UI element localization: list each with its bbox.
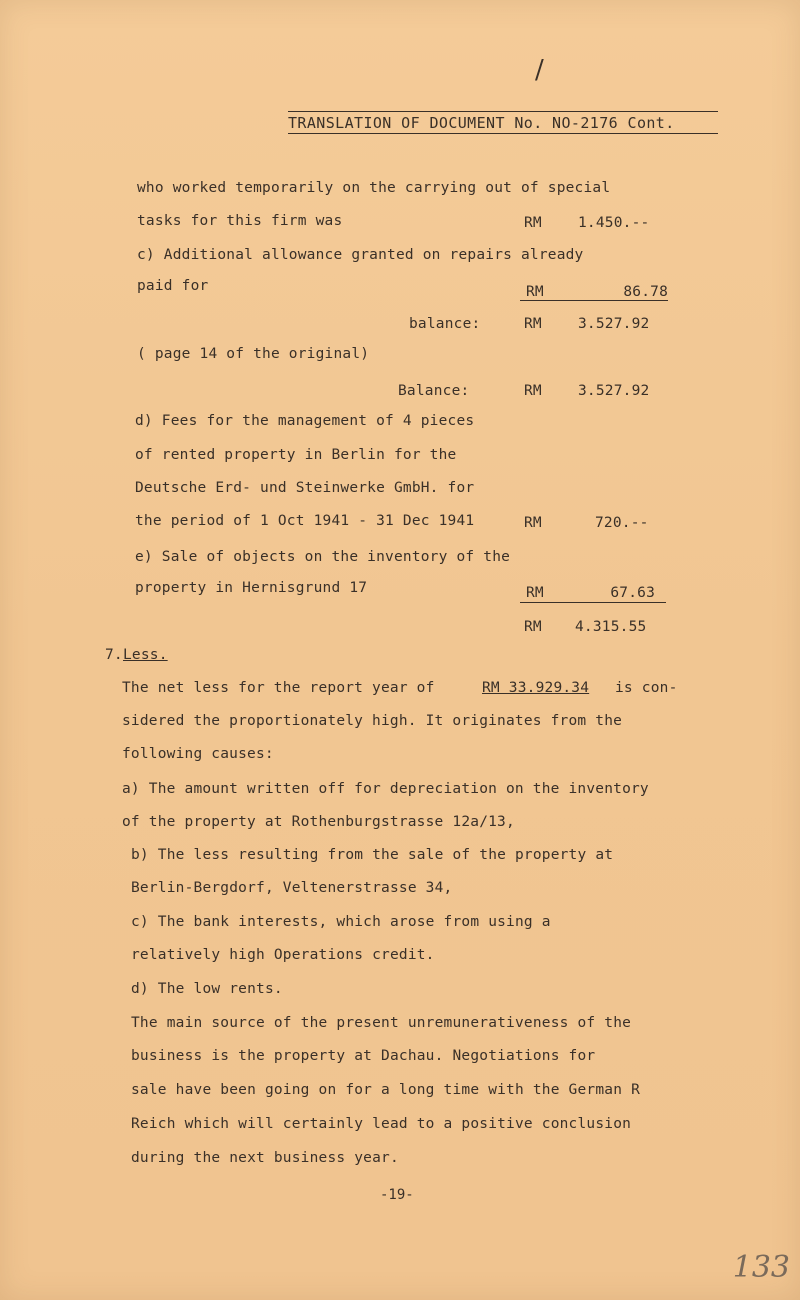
currency-label: RM <box>524 619 542 635</box>
currency-label: RM <box>524 316 542 332</box>
text-line: property in Hernisgrund 17 <box>135 580 368 596</box>
amount: 3.527.92 <box>578 316 650 332</box>
text-line: The net less for the report year of <box>122 680 435 696</box>
text-line: of rented property in Berlin for the <box>135 447 457 463</box>
currency-label: RM <box>524 383 542 399</box>
text-line: Balance: <box>398 383 470 399</box>
list-item-d: d) The low rents. <box>131 981 283 997</box>
section-title: Less. <box>123 647 168 663</box>
text-line: following causes: <box>122 746 274 762</box>
header-overline <box>288 111 718 112</box>
amount: 1.450.-- <box>578 215 650 231</box>
document-header: TRANSLATION OF DOCUMENT No. NO-2176 Cont. <box>288 114 718 134</box>
text-line: e) Sale of objects on the inventory of the <box>135 549 511 565</box>
top-mark: / <box>535 55 544 85</box>
list-item-a-cont: of the property at Rothenburgstrasse 12a/13, <box>122 814 515 830</box>
text-line: sidered the proportionately high. It originates from the <box>122 713 623 729</box>
text-line: who worked temporarily on the carrying out of special <box>137 180 611 196</box>
amount-underlined: RM 33.929.34 <box>482 680 590 696</box>
amount: 86.78 <box>623 284 668 300</box>
amount: 4.315.55 <box>575 619 647 635</box>
text-line: Deutsche Erd- und Steinwerke GmbH. for <box>135 480 475 496</box>
list-item-b: b) The less resulting from the sale of the property at <box>131 847 614 863</box>
page-number: -19- <box>380 1187 414 1203</box>
text-line: business is the property at Dachau. Negotiations for <box>131 1048 596 1064</box>
text-line: balance: <box>409 316 481 332</box>
list-item-c-cont: relatively high Operations credit. <box>131 947 435 963</box>
section-number: 7. <box>105 647 123 663</box>
currency-label: RM <box>524 215 542 231</box>
text-line: the period of 1 Oct 1941 - 31 Dec 1941 <box>135 513 475 529</box>
list-item-c: c) The bank interests, which arose from using a <box>131 914 551 930</box>
text-line: tasks for this firm was <box>137 213 343 229</box>
handwritten-folio-number: 133 <box>732 1250 790 1285</box>
text-line: d) Fees for the management of 4 pieces <box>135 413 475 429</box>
text-line: c) Additional allowance granted on repairs already <box>137 247 584 263</box>
amount: 720.-- <box>595 515 649 531</box>
currency-label: RM <box>526 284 544 300</box>
currency-label: RM <box>526 585 544 601</box>
text-line: sale have been going on for a long time with the German R <box>131 1082 640 1098</box>
sum-rule <box>520 300 668 301</box>
list-item-a: a) The amount written off for depreciation on the inventory <box>122 781 649 797</box>
text-line: is con- <box>615 680 678 696</box>
text-line: The main source of the present unremunerativeness of the <box>131 1015 632 1031</box>
text-line: during the next business year. <box>131 1150 399 1166</box>
currency-label: RM <box>524 515 542 531</box>
amount: 67.63 <box>610 585 655 601</box>
list-item-b-cont: Berlin-Bergdorf, Veltenerstrasse 34, <box>131 880 453 896</box>
text-line: paid for <box>137 278 209 294</box>
text-line: ( page 14 of the original) <box>137 346 370 362</box>
sum-rule <box>520 602 666 603</box>
amount: 3.527.92 <box>578 383 650 399</box>
text-line: Reich which will certainly lead to a positive conclusion <box>131 1116 632 1132</box>
